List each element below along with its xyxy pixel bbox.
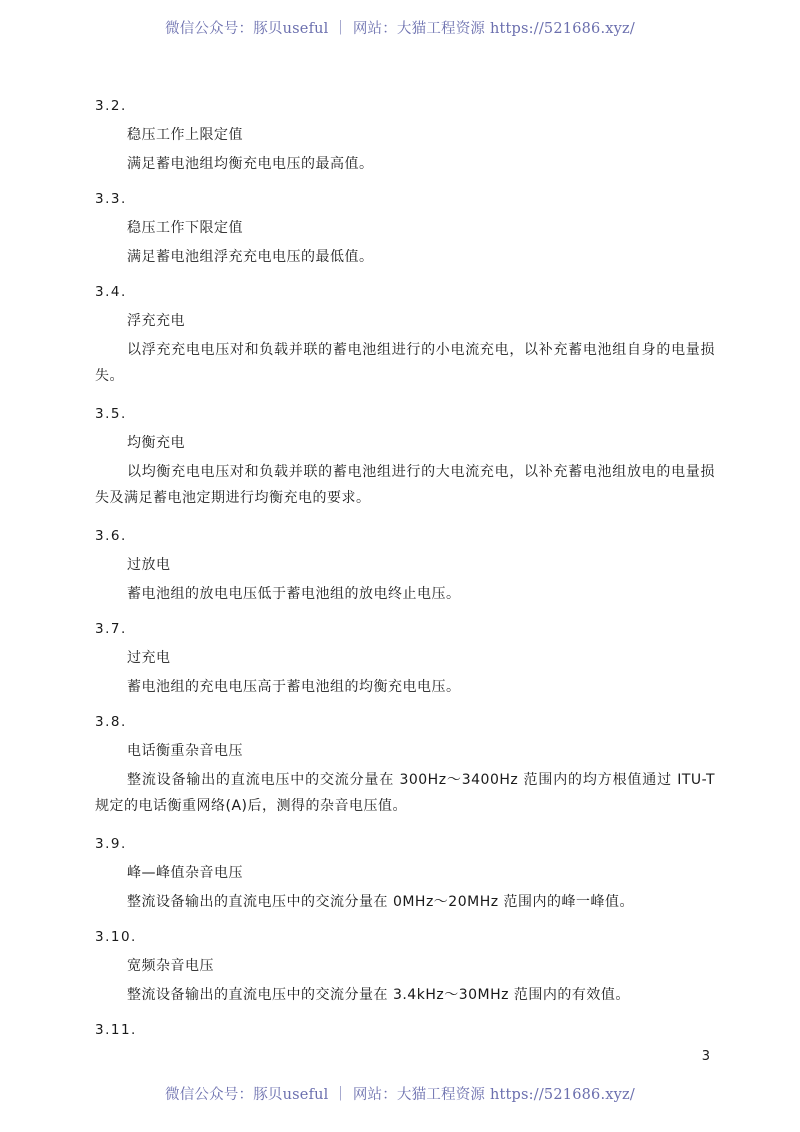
section-number: 3.4. [95, 284, 127, 300]
term-heading: 稳压工作上限定值 [127, 127, 243, 143]
term-heading: 稳压工作下限定值 [127, 220, 243, 236]
term-definition: 整流设备输出的直流电压中的交流分量在 3.4kHz～30MHz 范围内的有效值。 [127, 987, 630, 1003]
section-number: 3.11. [95, 1022, 137, 1038]
term-definition: 以浮充充电电压对和负载并联的蓄电池组进行的小电流充电，以补充蓄电池组自身的电量损失。 [95, 342, 715, 384]
section-number: 3.8. [95, 714, 127, 730]
section-number: 3.5. [95, 406, 127, 422]
term-heading: 均衡充电 [127, 435, 185, 451]
document-body [95, 96, 715, 1055]
section-number: 3.9. [95, 836, 127, 852]
term-definition: 蓄电池组的放电电压低于蓄电池组的放电终止电压。 [127, 586, 461, 602]
term-heading: 峰—峰值杂音电压 [127, 865, 243, 881]
definition-section [95, 282, 715, 389]
section-number: 3.3. [95, 191, 127, 207]
section-number: 3.2. [95, 98, 127, 114]
definition-section [95, 619, 715, 697]
watermark-header: 微信公众号：豚贝useful ｜ 网站：大猫工程资源 https://521686.xyz/ [165, 21, 635, 37]
definition-section [95, 189, 715, 267]
term-heading: 过充电 [127, 650, 171, 666]
definition-section [95, 526, 715, 604]
watermark-footer: 微信公众号：豚贝useful ｜ 网站：大猫工程资源 https://521686.xyz/ [165, 1087, 635, 1103]
section-number: 3.10. [95, 929, 137, 945]
section-number: 3.6. [95, 528, 127, 544]
definition-section [95, 404, 715, 511]
term-definition: 整流设备输出的直流电压中的交流分量在 300Hz～3400Hz 范围内的均方根值通过 ITU-T 规定的电话衡重网络(A)后，测得的杂音电压值。 [95, 772, 715, 814]
definition-section [95, 712, 715, 819]
term-heading: 浮充充电 [127, 313, 185, 329]
definition-section [95, 834, 715, 912]
definition-section [95, 96, 715, 174]
term-definition: 蓄电池组的充电电压高于蓄电池组的均衡充电电压。 [127, 679, 461, 695]
term-heading: 过放电 [127, 557, 171, 573]
section-number: 3.7. [95, 621, 127, 637]
definition-section [95, 927, 715, 1005]
term-definition: 满足蓄电池组浮充充电电压的最低值。 [127, 249, 374, 265]
page-number: 3 [701, 1049, 710, 1064]
term-definition: 整流设备输出的直流电压中的交流分量在 0MHz～20MHz 范围内的峰一峰值。 [127, 894, 635, 910]
term-definition: 满足蓄电池组均衡充电电压的最高值。 [127, 156, 374, 172]
term-heading: 宽频杂音电压 [127, 958, 214, 974]
term-heading: 电话衡重杂音电压 [127, 743, 243, 759]
term-definition: 以均衡充电电压对和负载并联的蓄电池组进行的大电流充电，以补充蓄电池组放电的电量损失及满足蓄电池定期进行均衡充电的要求。 [95, 464, 715, 506]
definition-section [95, 1020, 715, 1040]
